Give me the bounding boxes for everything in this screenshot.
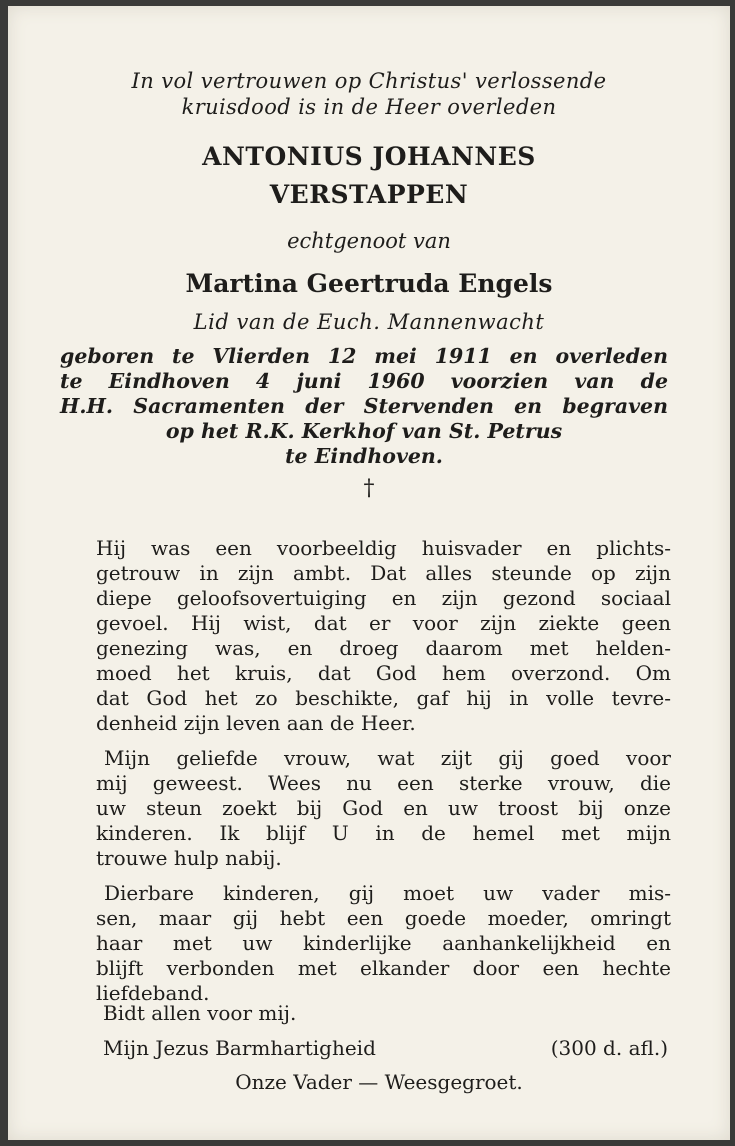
text-line: getrouw in zijn ambt. Dat alles steunde op zijn — [96, 561, 671, 585]
spouse-of-label: echtgenoot van — [287, 229, 451, 253]
text-line: liefdeband. — [96, 981, 210, 1005]
text-line: blijft verbonden met elkander door een hechte — [96, 956, 671, 980]
indulgence-line — [103, 1036, 668, 1061]
intro-line: kruisdood is in de Heer overleden — [181, 95, 557, 119]
membership: Lid van de Euch. Mannenwacht — [193, 310, 545, 334]
memorial-card — [8, 6, 730, 1140]
spouse-name: Martina Geertruda Engels — [185, 269, 553, 298]
paragraph — [96, 746, 671, 871]
paragraph — [96, 536, 671, 736]
intro-line: In vol vertrouwen op Christus' verlossende — [131, 69, 607, 93]
text-line: trouwe hulp nabij. — [96, 846, 282, 870]
prayers-line: Onze Vader — Weesgegroet. — [235, 1070, 523, 1094]
indulgence-note: (300 d. afl.) — [550, 1036, 668, 1060]
name-line: ANTONIUS JOHANNES — [202, 142, 536, 171]
bio-line: op het R.K. Kerkhof van St. Petrus — [165, 419, 563, 443]
text-line: uw steun zoekt bij God en uw troost bij onze — [96, 796, 671, 820]
bio-text — [60, 344, 668, 469]
cross-icon: † — [363, 476, 375, 501]
bio-line: te Eindhoven. — [285, 444, 443, 468]
bio-line: te Eindhoven 4 juni 1960 voorzien van de — [60, 369, 668, 393]
text-line: dat God het zo beschikte, gaf hij in volle tevre- — [96, 686, 671, 710]
text-line: moed het kruis, dat God hem overzond. Om — [96, 661, 671, 685]
text-line: haar met uw kinderlijke aanhankelijkheid en — [96, 931, 671, 955]
text-line: Dierbare kinderen, gij moet uw vader mis- — [104, 881, 671, 905]
text-line: Hij was een voorbeeldig huisvader en plichts- — [96, 536, 671, 560]
text-line: Mijn geliefde vrouw, wat zijt gij goed voor — [104, 746, 671, 770]
prayer-request: Bidt allen voor mij. — [103, 1001, 297, 1025]
text-line: kinderen. Ik blijf U in de hemel met mijn — [96, 821, 671, 845]
deceased-name — [8, 138, 730, 214]
body-text — [96, 536, 671, 1016]
text-line: sen, maar gij hebt een goede moeder, omringt — [96, 906, 671, 930]
text-line: mij geweest. Wees nu een sterke vrouw, die — [96, 771, 671, 795]
text-line: genezing was, en droeg daarom met helden- — [96, 636, 671, 660]
paragraph — [96, 881, 671, 1006]
text-line: gevoel. Hij wist, dat er voor zijn ziekte geen — [96, 611, 671, 635]
intro-text — [8, 68, 730, 120]
text-line: diepe geloofsovertuiging en zijn gezond sociaal — [96, 586, 671, 610]
bio-line: geboren te Vlierden 12 mei 1911 en overleden — [60, 344, 668, 368]
text-line: denheid zijn leven aan de Heer. — [96, 711, 416, 735]
bio-line: H.H. Sacramenten der Stervenden en begraven — [60, 394, 668, 418]
prayer-text: Mijn Jezus Barmhartigheid — [103, 1036, 376, 1060]
name-line: VERSTAPPEN — [269, 180, 469, 209]
